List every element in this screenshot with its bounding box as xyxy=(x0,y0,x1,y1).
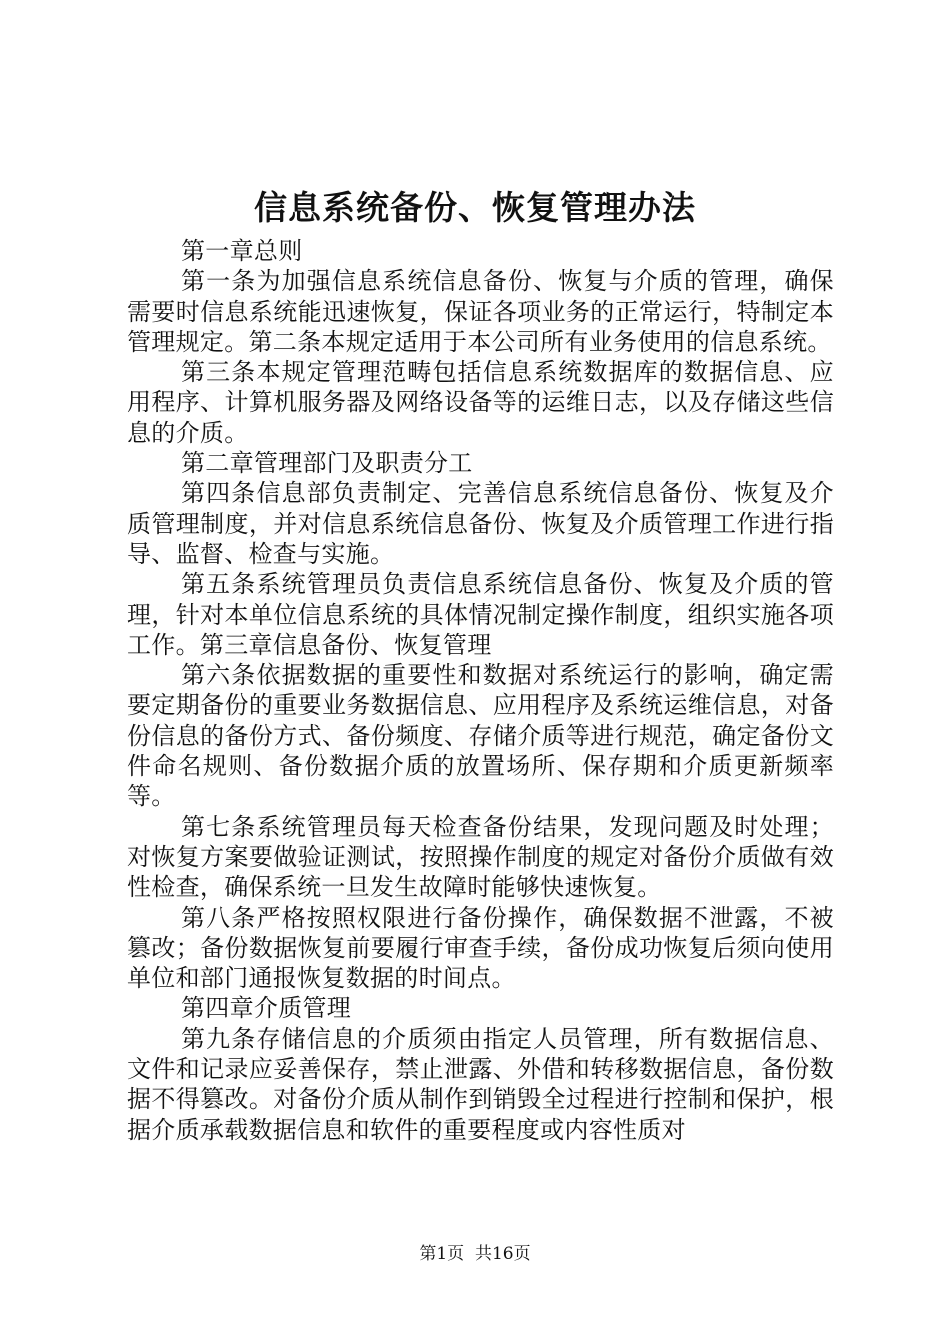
page-footer xyxy=(0,1242,950,1266)
article-paragraph: 第七条系统管理员每天检查备份结果，发现问题及时处理；对恢复方案要做验证测试，按照操作制度的规定对备份介质做有效性检查，确保系统一旦发生故障时能够快速恢复。 xyxy=(127,812,834,902)
document-body xyxy=(127,236,834,1145)
article-paragraph: 第六条依据数据的重要性和数据对系统运行的影响，确定需要定期备份的重要业务数据信息、应用程序及系统运维信息，对备份信息的备份方式、备份频度、存储介质等进行规范，确定备份文件命名规则、备份数据介质的放置场所、保存期和介质更新频率等。 xyxy=(127,661,834,811)
document-title: 信息系统备份、恢复管理办法 xyxy=(254,188,696,227)
page-number: 第1页 共16页 xyxy=(419,1244,531,1264)
article-paragraph: 第三条本规定管理范畴包括信息系统数据库的数据信息、应用程序、计算机服务器及网络设备等的运维日志，以及存储这些信息的介质。 xyxy=(127,358,834,447)
article-paragraph: 第一条为加强信息系统信息备份、恢复与介质的管理，确保需要时信息系统能迅速恢复，保证各项业务的正常运行，特制定本管理规定。第二条本规定适用于本公司所有业务使用的信息系统。 xyxy=(127,267,834,356)
article-paragraph: 第五条系统管理员负责信息系统信息备份、恢复及介质的管理，针对本单位信息系统的具体情况制定操作制度，组织实施各项工作。第三章信息备份、恢复管理 xyxy=(127,570,834,659)
chapter-heading: 第一章总则 xyxy=(181,237,303,265)
article-paragraph: 第九条存储信息的介质须由指定人员管理，所有数据信息、文件和记录应妥善保存，禁止泄露、外借和转移数据信息，备份数据不得篡改。对备份介质从制作到销毁全过程进行控制和保护，根据介质承载数据信息和软件的重要程度或内容性质对 xyxy=(127,1024,834,1144)
article-paragraph: 第八条严格按照权限进行备份操作，确保数据不泄露，不被篡改；备份数据恢复前要履行审查手续，备份成功恢复后须向使用单位和部门通报恢复数据的时间点。 xyxy=(127,903,834,993)
chapter-heading: 第四章介质管理 xyxy=(181,994,352,1023)
article-paragraph: 第四条信息部负责制定、完善信息系统信息备份、恢复及介质管理制度，并对信息系统信息备份、恢复及介质管理工作进行指导、监督、检查与实施。 xyxy=(127,479,834,568)
chapter-heading: 第二章管理部门及职责分工 xyxy=(181,449,473,478)
